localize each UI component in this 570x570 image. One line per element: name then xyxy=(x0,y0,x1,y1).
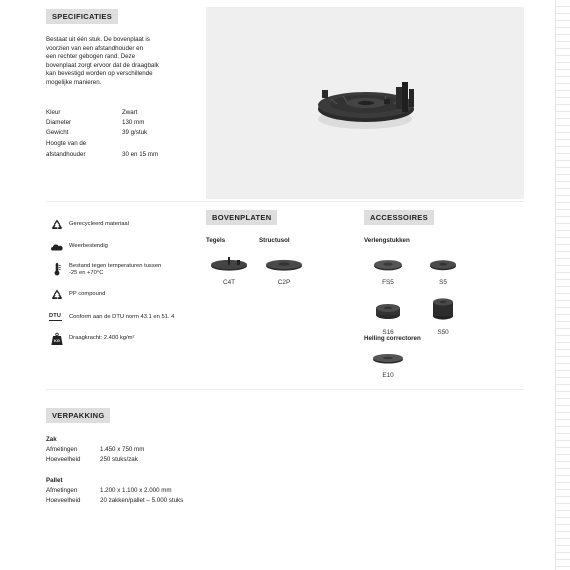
helling-label: Helling correctoren xyxy=(364,335,421,342)
pedestal-head-illustration xyxy=(206,7,524,199)
fs5-image xyxy=(372,256,404,272)
cloud-icon xyxy=(50,240,64,254)
product-fs5: FS5 xyxy=(372,256,404,286)
s50-image xyxy=(427,296,459,322)
zak-title: Zak xyxy=(46,436,57,443)
feature-temperature xyxy=(46,262,206,282)
product-s50: S50 xyxy=(427,296,459,336)
thermometer-icon xyxy=(50,262,64,276)
product-sheet: SPECIFICATIES Bestaat uit één stuk. De bovenplaat is voorzien van een afstandhouder en een rechter gebogen rand. Deze bovenplaat zorgt ervoor dat de draagbalk kan bevestigd worden op verschillende mogelijke manieren. Kleur Zwart Diameter 130 mm Gewicht 39 g/stuk Hoogte van de afstandhouder 30 en 15 mm Gerecycleerd materiaal Weerbestendig Bestand tegen temperaturen tussen -25 en +70°C PP compound DTU Conform aan de DTU norm 43.1 en 51. 4 KG Draagkracht: 2.400 kg/m² BOVENPLATEN Tegels Structusol C4T C2P ACCESSOIRES Verlengstukken FS5 S5 S16 S50 Helling correctoren E10 VERPAKKING Zak Afmetingen 1.450 x 750 mm Hoeveelheid 250 stuks/zak Pallet Afmetingen 1.200 x 1.100 x 2.000 mm Hoeveelheid 20 zakken/pallet – 5.000 stuks xyxy=(0,0,570,570)
weight-icon: KG xyxy=(50,332,64,346)
feature-weather: Weerbestendig xyxy=(46,240,206,254)
bovenplaten-structusol-label: Structusol xyxy=(259,237,290,244)
s16-image xyxy=(372,300,404,322)
product-c2p: C2P xyxy=(264,256,304,286)
bovenplaten-tegels-label: Tegels xyxy=(206,237,226,244)
s5-image xyxy=(427,256,459,272)
product-photo xyxy=(206,7,524,199)
c2p-image xyxy=(264,256,304,272)
feature-dtu: DTU Conform aan de DTU norm 43.1 en 51. 4 xyxy=(46,311,206,325)
recycle-icon xyxy=(50,288,64,302)
verlengstukken-label: Verlengstukken xyxy=(364,237,410,244)
c4t-image xyxy=(209,256,249,272)
specs-description: Bestaat uit één stuk. De bovenplaat is voorzien van een afstandhouder en een rechter gebogen rand. Deze bovenplaat zorgt ervoor dat de draagbalk kan bevestigd worden op verschillende mogelijke manieren. xyxy=(46,36,159,86)
accessoires-tag: ACCESSOIRES xyxy=(364,210,434,225)
product-c4t: C4T xyxy=(209,256,249,286)
pallet-title: Pallet xyxy=(46,477,63,484)
bovenplaten-tag: BOVENPLATEN xyxy=(206,210,277,225)
divider xyxy=(46,201,524,202)
product-s5: S5 xyxy=(427,256,459,286)
feature-recycled: Gerecycleerd materiaal xyxy=(46,218,206,232)
product-s16: S16 xyxy=(372,300,404,336)
specificaties-tag: SPECIFICATIES xyxy=(46,9,118,24)
page-edge xyxy=(556,0,570,570)
verpakking-tag: VERPAKKING xyxy=(46,408,110,423)
feature-load: KG Draagkracht: 2.400 kg/m² xyxy=(46,332,206,346)
dtu-icon: DTU xyxy=(49,313,62,319)
product-e10: E10 xyxy=(371,351,405,379)
temperature-text: Bestand tegen temperaturen tussen -25 en +70°C xyxy=(69,263,162,277)
divider xyxy=(46,389,524,390)
recycle-icon xyxy=(50,218,64,232)
e10-image xyxy=(371,351,405,365)
feature-pp: PP compound xyxy=(46,288,206,302)
